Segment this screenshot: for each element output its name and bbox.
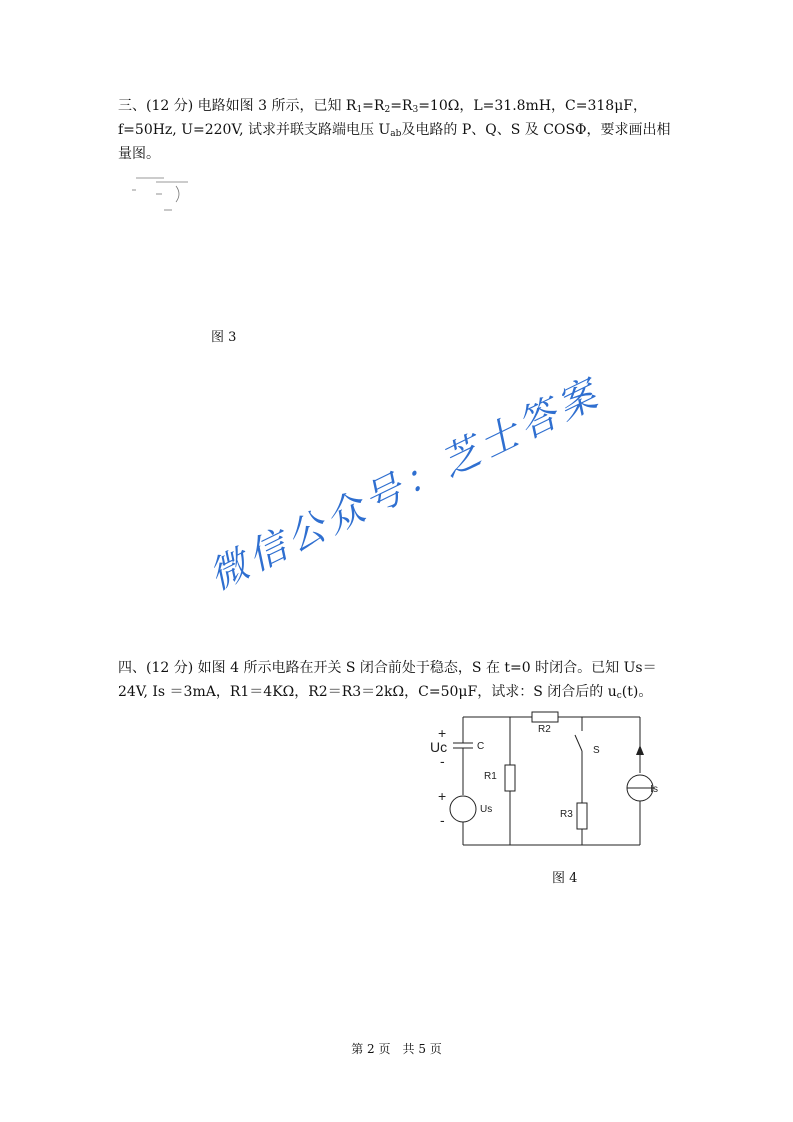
is-label: Is: [650, 784, 658, 795]
page-footer: 第 2 页 共 5 页: [351, 1042, 442, 1056]
figure-3-caption: 图 3: [211, 330, 237, 345]
watermark-text: 微信公众号：芝士答案: [201, 370, 608, 599]
us-minus-sign: -: [440, 812, 445, 828]
figure-3-image: [128, 172, 200, 218]
uc-minus-sign: -: [440, 753, 445, 769]
us-label: Us: [480, 804, 493, 815]
switch-label: S: [593, 745, 600, 756]
question-4-text: 四、(12 分) 如图 4 所示电路在开关 S 闭合前处于稳态，S 在 t=0 时闭合。已知 Us＝24V, Is ＝3mA，R1＝4KΩ，R2＝R3＝2kΩ，C=50μF，试求：S 闭合后的 $u_c(t)$。: [118, 660, 657, 701]
uc-plus-sign: +: [438, 725, 447, 741]
figure-4-caption: 图 4: [552, 871, 578, 886]
r2-label: R2: [538, 724, 551, 735]
us-plus-sign: +: [438, 788, 447, 804]
r3-label: R3: [560, 809, 573, 820]
r1-label: R1: [484, 771, 497, 782]
figure-4-circuit: [420, 705, 660, 855]
capacitor-label: C: [477, 741, 485, 752]
question-3-text: 三、(12 分) 电路如图 3 所示，已知 $R_1=R_2=R_3=10\Omega$，L=31.8mH，C=318μF，f=50Hz, U=220V, 试求并联支路端电压 $U_{ab}$及电路的 P、Q、S 及 COSΦ，要求画出相量图。: [118, 98, 671, 162]
uc-label: Uc: [430, 739, 448, 755]
